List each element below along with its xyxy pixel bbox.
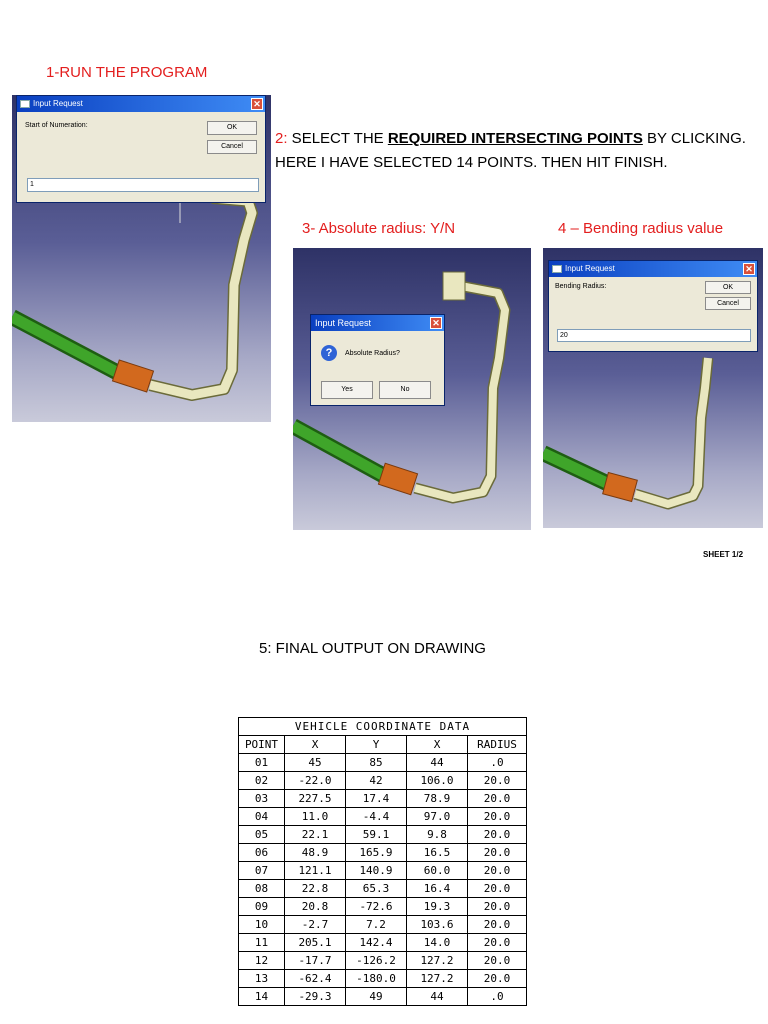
- step1-heading: 1-RUN THE PROGRAM: [46, 64, 208, 81]
- table-cell: -72.6: [346, 898, 407, 916]
- table-cell: .0: [468, 754, 527, 772]
- table-row: [239, 826, 527, 844]
- table-cell: 11.0: [285, 808, 346, 826]
- step2-line2: HERE I HAVE SELECTED 14 POINTS. THEN HIT FINISH.: [275, 154, 668, 171]
- bending-radius-label: Bending Radius:: [555, 283, 607, 290]
- table-cell: -17.7: [285, 952, 346, 970]
- table-row: [239, 844, 527, 862]
- table-cell: 20.0: [468, 880, 527, 898]
- table-cell: 20.0: [468, 916, 527, 934]
- table-cell: 205.1: [285, 934, 346, 952]
- table-cell: 165.9: [346, 844, 407, 862]
- numeration-input[interactable]: 1: [27, 178, 259, 192]
- close-icon[interactable]: ✕: [430, 317, 442, 329]
- table-row: [239, 754, 527, 772]
- yes-button[interactable]: Yes: [321, 381, 373, 399]
- table-cell: 14.0: [407, 934, 468, 952]
- table-row: [239, 862, 527, 880]
- dialog-title: Input Request: [565, 264, 615, 273]
- col-header-y: Y: [346, 736, 407, 754]
- table-cell: 42: [346, 772, 407, 790]
- dialog-titlebar: [549, 261, 757, 277]
- table-cell: 09: [239, 898, 285, 916]
- table-cell: -126.2: [346, 952, 407, 970]
- col-header-x: X: [285, 736, 346, 754]
- table-cell: 20.0: [468, 808, 527, 826]
- question-icon: ?: [321, 345, 337, 361]
- table-cell: 11: [239, 934, 285, 952]
- table-row: [239, 988, 527, 1006]
- sheet-number: SHEET 1/2: [703, 550, 744, 559]
- table-cell: 20.0: [468, 790, 527, 808]
- table-cell: 20.0: [468, 862, 527, 880]
- cad-viewport-1: [12, 95, 271, 422]
- table-cell: 44: [407, 754, 468, 772]
- table-cell: 10: [239, 916, 285, 934]
- table-cell: -180.0: [346, 970, 407, 988]
- table-cell: 20.0: [468, 952, 527, 970]
- table-cell: 60.0: [407, 862, 468, 880]
- dialog-title: Input Request: [315, 318, 372, 328]
- step4-heading: 4 – Bending radius value: [558, 220, 724, 237]
- step2-instructions: [275, 127, 765, 175]
- table-cell: 02: [239, 772, 285, 790]
- dialog-titlebar: [311, 315, 444, 331]
- window-icon: [20, 100, 30, 108]
- dialog-titlebar: [17, 96, 265, 112]
- table-cell: 127.2: [407, 970, 468, 988]
- table-cell: -22.0: [285, 772, 346, 790]
- table-cell: -62.4: [285, 970, 346, 988]
- table-cell: 20.0: [468, 844, 527, 862]
- table-cell: 20.0: [468, 970, 527, 988]
- table-cell: 04: [239, 808, 285, 826]
- window-icon: [552, 265, 562, 273]
- table-cell: 59.1: [346, 826, 407, 844]
- cancel-button[interactable]: Cancel: [705, 297, 751, 310]
- table-cell: 05: [239, 826, 285, 844]
- table-cell: 20.0: [468, 826, 527, 844]
- table-cell: 49: [346, 988, 407, 1006]
- table-cell: 19.3: [407, 898, 468, 916]
- dialog-bending-radius: [548, 260, 758, 352]
- table-cell: 14: [239, 988, 285, 1006]
- table-cell: 01: [239, 754, 285, 772]
- table-row: [239, 916, 527, 934]
- table-cell: 13: [239, 970, 285, 988]
- table-header-row: [239, 736, 527, 754]
- table-cell: 20.0: [468, 898, 527, 916]
- table-row: [239, 952, 527, 970]
- table-row: [239, 898, 527, 916]
- table-cell: 12: [239, 952, 285, 970]
- dialog-title: Input Request: [33, 99, 83, 108]
- table-cell: -4.4: [346, 808, 407, 826]
- table-caption: VEHICLE COORDINATE DATA: [239, 718, 527, 736]
- table-row: [239, 880, 527, 898]
- close-icon[interactable]: ✕: [743, 263, 755, 275]
- table-cell: 127.2: [407, 952, 468, 970]
- table-cell: 85: [346, 754, 407, 772]
- table-cell: 20.0: [468, 934, 527, 952]
- step5-heading: 5: FINAL OUTPUT ON DRAWING: [259, 640, 486, 657]
- numeration-label: Start of Numeration:: [25, 122, 88, 129]
- step2-text-post: BY CLICKING.: [642, 130, 746, 147]
- bending-radius-input[interactable]: 20: [557, 329, 751, 342]
- table-cell: .0: [468, 988, 527, 1006]
- cancel-button[interactable]: Cancel: [207, 140, 257, 154]
- table-cell: 16.4: [407, 880, 468, 898]
- ok-button[interactable]: OK: [207, 121, 257, 135]
- ok-button[interactable]: OK: [705, 281, 751, 294]
- table-row: [239, 790, 527, 808]
- table-cell: 17.4: [346, 790, 407, 808]
- col-header-radius: RADIUS: [468, 736, 527, 754]
- table-cell: 07: [239, 862, 285, 880]
- cad-viewport-2: [293, 248, 531, 530]
- table-cell: 106.0: [407, 772, 468, 790]
- table-cell: 48.9: [285, 844, 346, 862]
- table-cell: 142.4: [346, 934, 407, 952]
- table-cell: 97.0: [407, 808, 468, 826]
- step2-number: 2:: [275, 130, 288, 147]
- table-cell: 103.6: [407, 916, 468, 934]
- table-cell: 20.0: [468, 772, 527, 790]
- no-button[interactable]: No: [379, 381, 431, 399]
- table-row: [239, 934, 527, 952]
- table-cell: 20.8: [285, 898, 346, 916]
- table-cell: 140.9: [346, 862, 407, 880]
- table-cell: 16.5: [407, 844, 468, 862]
- table-cell: 22.8: [285, 880, 346, 898]
- cad-viewport-3: [543, 248, 763, 528]
- col-header-point: POINT: [239, 736, 285, 754]
- step3-heading: 3- Absolute radius: Y/N: [302, 220, 456, 237]
- step2-emphasis: REQUIRED INTERSECTING POINTS: [387, 130, 643, 147]
- step2-text-pre: SELECT THE: [287, 130, 388, 147]
- table-row: [239, 970, 527, 988]
- table-cell: 78.9: [407, 790, 468, 808]
- dialog-start-numeration: [16, 95, 266, 203]
- table-cell: -2.7: [285, 916, 346, 934]
- dialog-absolute-radius: [310, 314, 445, 406]
- table-cell: 22.1: [285, 826, 346, 844]
- close-icon[interactable]: ✕: [251, 98, 263, 110]
- table-cell: 45: [285, 754, 346, 772]
- absolute-radius-label: Absolute Radius?: [345, 350, 400, 357]
- table-cell: 121.1: [285, 862, 346, 880]
- table-cell: 65.3: [346, 880, 407, 898]
- table-cell: 06: [239, 844, 285, 862]
- vehicle-coordinate-table: [238, 717, 527, 1006]
- table-row: [239, 772, 527, 790]
- table-cell: 44: [407, 988, 468, 1006]
- table-cell: 7.2: [346, 916, 407, 934]
- col-header-x2: X: [407, 736, 468, 754]
- table-cell: 08: [239, 880, 285, 898]
- table-cell: 9.8: [407, 826, 468, 844]
- table-cell: 227.5: [285, 790, 346, 808]
- table-cell: -29.3: [285, 988, 346, 1006]
- table-cell: 03: [239, 790, 285, 808]
- table-row: [239, 808, 527, 826]
